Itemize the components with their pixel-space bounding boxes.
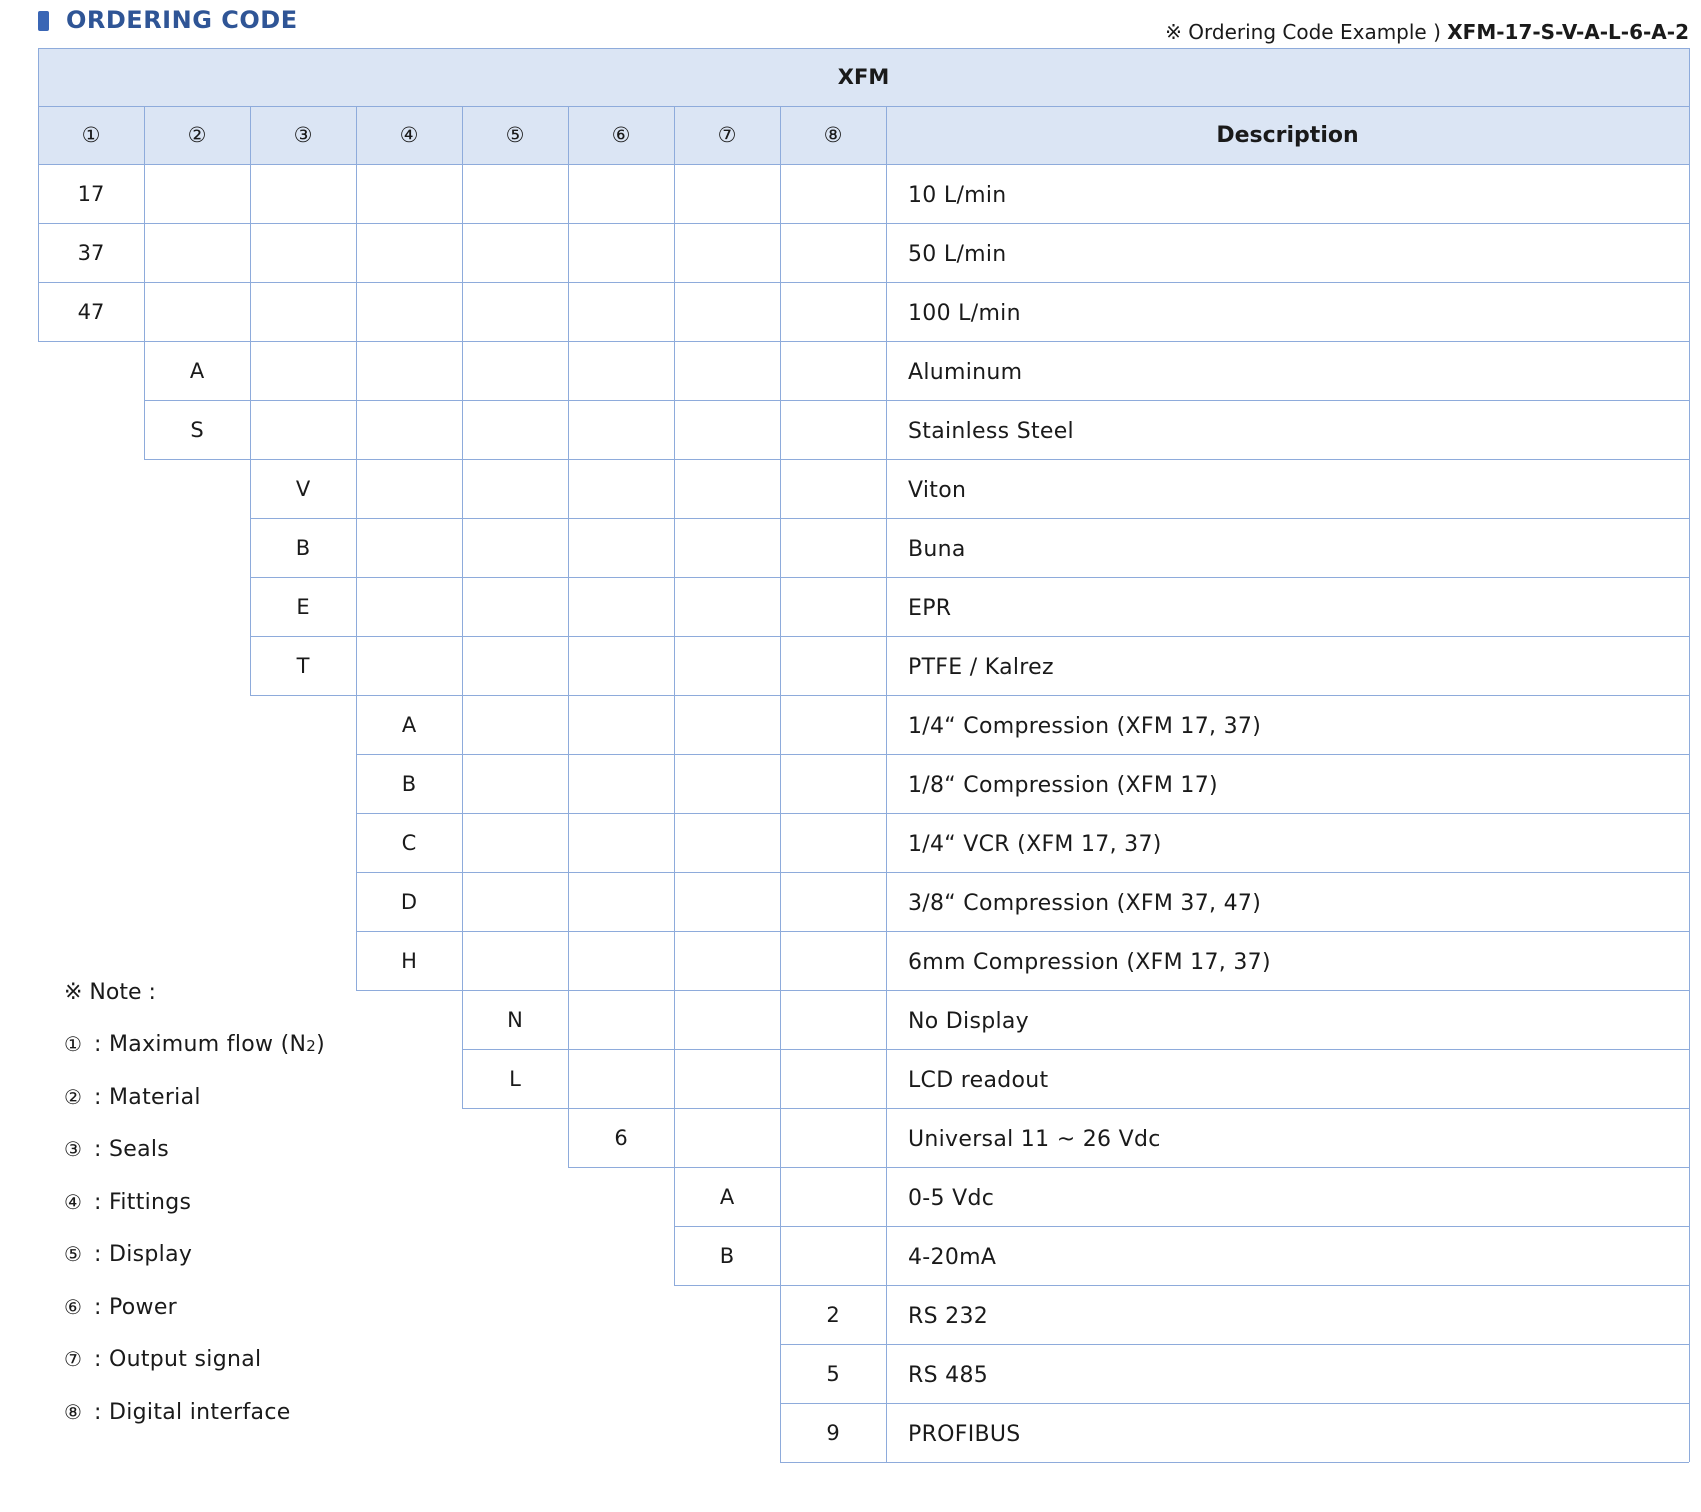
- grid-line-v: [144, 106, 145, 164]
- description-cell: 100 L/min: [908, 300, 1021, 326]
- description-cell: 3/8“ Compression (XFM 37, 47): [908, 890, 1262, 916]
- grid-line-v: [144, 164, 145, 223]
- description-cell: No Display: [908, 1008, 1030, 1034]
- note-item: [64, 1137, 169, 1162]
- grid-line-v: [886, 1285, 887, 1344]
- grid-line-v: [886, 872, 887, 931]
- grid-line-v: [886, 695, 887, 754]
- code-cell: L: [509, 1067, 521, 1091]
- grid-line-v: [780, 341, 781, 400]
- code-cell: B: [295, 536, 311, 560]
- description-cell: Buna: [908, 536, 966, 562]
- description-cell: RS 232: [908, 1303, 989, 1329]
- grid-line-v: [674, 1108, 675, 1167]
- grid-line-v: [462, 636, 463, 695]
- grid-line-v: [674, 990, 675, 1049]
- grid-line-v: [886, 931, 887, 990]
- description-cell: 1/8“ Compression (XFM 17): [908, 772, 1218, 798]
- grid-line-v: [568, 341, 569, 400]
- grid-line-v: [568, 106, 569, 164]
- example-prefix: ※ Ordering Code Example ): [1165, 20, 1441, 44]
- grid-line-h: [674, 1226, 1689, 1227]
- notes-title: ※ Note :: [64, 980, 156, 1005]
- grid-line-v: [886, 1226, 887, 1285]
- note-number: ④: [64, 1189, 83, 1214]
- note-number: ⑥: [64, 1294, 83, 1319]
- grid-line-v: [568, 872, 569, 931]
- grid-line-v: [886, 577, 887, 636]
- grid-line-h: [38, 164, 1689, 165]
- grid-line-v: [674, 341, 675, 400]
- grid-line-v: [780, 1108, 781, 1167]
- grid-line-v: [462, 872, 463, 931]
- grid-line-v: [462, 106, 463, 164]
- grid-line-v: [462, 695, 463, 754]
- grid-line-v: [356, 282, 357, 341]
- grid-line-v: [462, 518, 463, 577]
- grid-line-v: [886, 518, 887, 577]
- grid-line-v: [886, 341, 887, 400]
- column-header-5: ⑤: [505, 123, 525, 147]
- code-cell: B: [719, 1244, 735, 1268]
- grid-line-v: [462, 931, 463, 990]
- description-cell: Stainless Steel: [908, 418, 1074, 444]
- code-cell: 5: [826, 1362, 840, 1386]
- note-item: [64, 1400, 291, 1425]
- grid-line-v: [780, 577, 781, 636]
- code-cell: 47: [77, 300, 105, 324]
- description-cell: PTFE / Kalrez: [908, 654, 1054, 680]
- grid-line-v: [674, 1049, 675, 1108]
- column-header-6: ⑥: [611, 123, 631, 147]
- grid-line-v: [356, 164, 357, 223]
- grid-line-v: [780, 106, 781, 164]
- grid-line-v: [886, 106, 887, 164]
- code-cell: A: [719, 1185, 735, 1209]
- grid-line-v: [674, 459, 675, 518]
- grid-line-v: [1689, 48, 1690, 1462]
- grid-line-v: [568, 695, 569, 754]
- grid-line-v: [780, 518, 781, 577]
- grid-line-v: [780, 872, 781, 931]
- grid-line-v: [886, 1344, 887, 1403]
- grid-line-v: [568, 164, 569, 223]
- column-header-8: ⑧: [823, 123, 843, 147]
- code-cell: D: [400, 890, 418, 914]
- model-header: XFM: [837, 65, 890, 89]
- grid-line-v: [568, 754, 569, 813]
- grid-line-h: [38, 282, 1689, 283]
- code-cell: H: [401, 949, 417, 973]
- grid-line-v: [780, 990, 781, 1049]
- code-cell: 9: [826, 1421, 840, 1445]
- description-cell: 1/4“ Compression (XFM 17, 37): [908, 713, 1262, 739]
- grid-line-v: [462, 400, 463, 459]
- note-text: : Material: [94, 1084, 201, 1110]
- description-cell: 1/4“ VCR (XFM 17, 37): [908, 831, 1162, 857]
- grid-line-v: [780, 282, 781, 341]
- grid-line-v: [674, 695, 675, 754]
- grid-line-v: [674, 636, 675, 695]
- note-number: ③: [64, 1137, 83, 1161]
- grid-line-v: [674, 164, 675, 223]
- code-cell: S: [190, 418, 204, 442]
- code-cell: 37: [77, 241, 105, 265]
- grid-line-v: [462, 282, 463, 341]
- grid-line-v: [780, 754, 781, 813]
- grid-line-v: [780, 636, 781, 695]
- note-number: ⑦: [64, 1347, 83, 1371]
- grid-line-v: [886, 1049, 887, 1108]
- grid-line-h: [250, 518, 1689, 519]
- grid-line-v: [462, 341, 463, 400]
- description-cell: LCD readout: [908, 1067, 1049, 1093]
- note-text: : Output signal: [94, 1347, 262, 1372]
- grid-line-v: [568, 223, 569, 282]
- note-text: : Maximum flow (N: [94, 1032, 307, 1057]
- grid-line-v: [356, 459, 357, 518]
- description-cell: 4-20mA: [908, 1244, 997, 1270]
- grid-line-v: [886, 1167, 887, 1226]
- code-cell: A: [401, 713, 417, 737]
- grid-line-h: [38, 341, 1689, 342]
- grid-line-v: [462, 223, 463, 282]
- column-header-2: ②: [187, 123, 207, 147]
- grid-line-v: [674, 872, 675, 931]
- grid-line-v: [356, 223, 357, 282]
- grid-line-v: [356, 400, 357, 459]
- grid-line-v: [886, 1108, 887, 1167]
- grid-line-v: [250, 106, 251, 164]
- note-text: : Power: [94, 1294, 178, 1320]
- grid-line-v: [568, 400, 569, 459]
- grid-line-v: [886, 754, 887, 813]
- code-cell: 17: [77, 182, 105, 206]
- note-item: [64, 1242, 192, 1267]
- grid-line-v: [356, 577, 357, 636]
- column-header-7: ⑦: [717, 123, 737, 147]
- code-cell: 2: [826, 1303, 840, 1327]
- example-code: XFM-17-S-V-A-L-6-A-2: [1447, 20, 1689, 44]
- note-number: ②: [64, 1084, 83, 1109]
- description-header: Description: [1216, 122, 1359, 148]
- description-cell: Viton: [908, 477, 967, 503]
- note-subscript: 2: [306, 1037, 317, 1055]
- grid-line-v: [250, 282, 251, 341]
- description-cell: EPR: [908, 595, 952, 621]
- grid-line-h: [38, 48, 1689, 49]
- grid-line-v: [886, 400, 887, 459]
- grid-line-h: [250, 636, 1689, 637]
- grid-line-v: [674, 813, 675, 872]
- description-cell: RS 485: [908, 1362, 989, 1388]
- grid-line-v: [356, 636, 357, 695]
- code-cell: T: [296, 654, 310, 678]
- code-cell: C: [401, 831, 417, 855]
- note-text: : Digital interface: [94, 1399, 291, 1425]
- grid-line-v: [144, 282, 145, 341]
- grid-line-v: [886, 282, 887, 341]
- grid-line-v: [568, 931, 569, 990]
- grid-line-v: [886, 636, 887, 695]
- description-cell: 50 L/min: [908, 241, 1007, 267]
- grid-line-v: [674, 931, 675, 990]
- description-cell: 10 L/min: [908, 182, 1007, 208]
- grid-line-v: [462, 813, 463, 872]
- grid-line-v: [568, 636, 569, 695]
- grid-line-v: [886, 1403, 887, 1462]
- grid-line-v: [674, 518, 675, 577]
- grid-line-v: [674, 754, 675, 813]
- grid-line-v: [568, 990, 569, 1049]
- grid-line-v: [780, 223, 781, 282]
- grid-line-v: [674, 106, 675, 164]
- grid-line-v: [886, 990, 887, 1049]
- code-cell: B: [401, 772, 417, 796]
- code-cell: V: [295, 477, 311, 501]
- description-cell: Universal 11 ~ 26 Vdc: [908, 1126, 1161, 1152]
- note-tail: ): [316, 1032, 325, 1057]
- note-item: [64, 1347, 261, 1372]
- note-item: [64, 1032, 325, 1057]
- grid-line-v: [674, 400, 675, 459]
- grid-line-v: [568, 282, 569, 341]
- grid-line-v: [780, 813, 781, 872]
- note-text: : Display: [94, 1242, 193, 1267]
- note-number: ⑧: [64, 1399, 83, 1424]
- grid-line-v: [356, 106, 357, 164]
- column-header-4: ④: [399, 123, 419, 147]
- grid-line-v: [780, 400, 781, 459]
- grid-line-v: [886, 813, 887, 872]
- column-header-1: ①: [81, 123, 101, 147]
- note-number: ①: [64, 1032, 83, 1056]
- code-cell: N: [507, 1008, 523, 1032]
- code-cell: E: [296, 595, 310, 619]
- column-header-3: ③: [293, 123, 313, 147]
- grid-line-h: [462, 1049, 1689, 1050]
- grid-line-v: [462, 164, 463, 223]
- note-text: : Fittings: [94, 1189, 192, 1215]
- grid-line-v: [568, 1049, 569, 1108]
- grid-line-v: [356, 518, 357, 577]
- grid-line-v: [780, 695, 781, 754]
- grid-line-h: [38, 223, 1689, 224]
- note-text: : Seals: [94, 1137, 170, 1162]
- grid-line-v: [886, 164, 887, 223]
- grid-line-v: [568, 577, 569, 636]
- grid-line-v: [356, 341, 357, 400]
- description-cell: 0-5 Vdc: [908, 1185, 995, 1211]
- description-cell: Aluminum: [908, 359, 1023, 385]
- grid-line-v: [780, 1049, 781, 1108]
- grid-line-v: [674, 282, 675, 341]
- grid-line-v: [568, 459, 569, 518]
- grid-line-v: [250, 164, 251, 223]
- grid-line-v: [462, 754, 463, 813]
- grid-line-v: [780, 459, 781, 518]
- grid-line-v: [462, 577, 463, 636]
- grid-line-v: [780, 164, 781, 223]
- grid-line-v: [144, 223, 145, 282]
- title-marker: [38, 11, 49, 31]
- note-number: ⑤: [64, 1242, 83, 1266]
- code-cell: 6: [614, 1126, 628, 1150]
- grid-line-v: [462, 459, 463, 518]
- grid-line-v: [780, 1226, 781, 1285]
- grid-line-v: [674, 577, 675, 636]
- note-item: [64, 1295, 177, 1320]
- grid-line-v: [250, 400, 251, 459]
- description-cell: 6mm Compression (XFM 17, 37): [908, 949, 1271, 975]
- code-cell: A: [189, 359, 205, 383]
- description-cell: PROFIBUS: [908, 1421, 1021, 1447]
- grid-line-h: [38, 106, 1689, 107]
- ordering-code-example: [1165, 20, 1689, 44]
- grid-line-v: [886, 223, 887, 282]
- note-item: [64, 1190, 191, 1215]
- grid-line-h: [250, 577, 1689, 578]
- grid-line-v: [780, 1167, 781, 1226]
- grid-line-v: [250, 341, 251, 400]
- grid-line-v: [780, 931, 781, 990]
- note-item: [64, 1085, 201, 1110]
- grid-line-v: [38, 48, 39, 164]
- grid-line-v: [250, 223, 251, 282]
- grid-line-v: [886, 459, 887, 518]
- page-title: ORDERING CODE: [66, 6, 298, 34]
- grid-line-v: [674, 223, 675, 282]
- grid-line-v: [568, 813, 569, 872]
- grid-line-v: [568, 518, 569, 577]
